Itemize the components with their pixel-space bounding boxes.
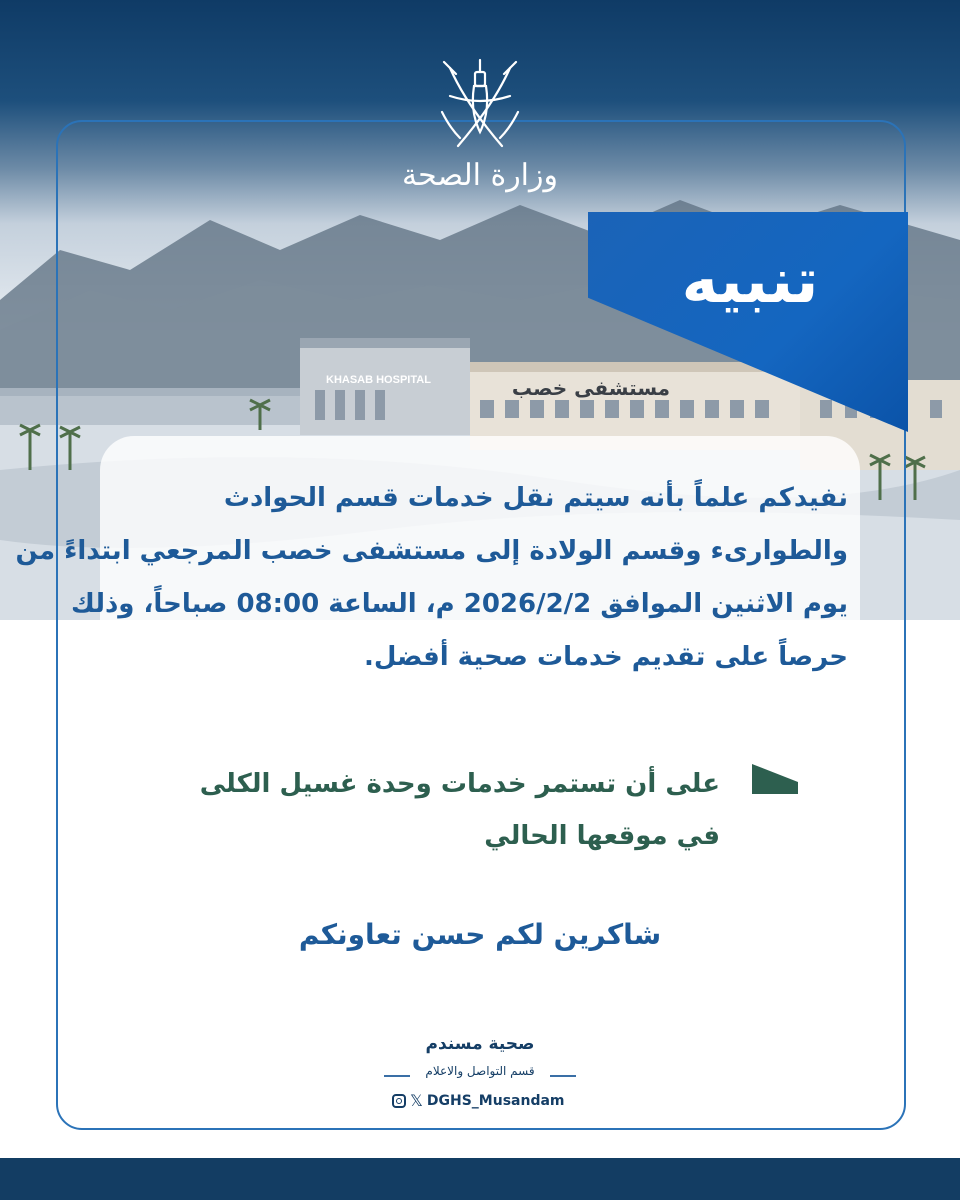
x-twitter-icon: 𝕏: [410, 1091, 423, 1110]
alert-title: تنبيه: [681, 244, 819, 317]
instagram-icon: [392, 1094, 406, 1108]
signature-department: قسم التواصل والاعلام: [425, 1064, 535, 1078]
thanks-text: شاكرين لكم حسن تعاونكم: [298, 918, 662, 951]
social-handle-text: DGHS_Musandam: [426, 1093, 565, 1109]
notice-line: والطوارىء وقسم الولادة إلى مستشفى خصب المرجعي ابتداءً من: [15, 536, 848, 566]
bullet-marker-icon: [750, 760, 800, 796]
note-text: [200, 758, 720, 862]
hospital-sign-ar: مستشفى خصب: [511, 376, 671, 400]
notice-line: نفيدكم علماً بأنه سيتم نقل خدمات قسم الحوادث: [223, 483, 848, 513]
notice-text: [15, 472, 848, 684]
notice-line: حرصاً على تقديم خدمات صحية أفضل.: [363, 642, 848, 672]
notice-line: يوم الاثنين الموافق 2026/2/2 م، الساعة 08:00 صباحاً، وذلك: [70, 589, 848, 619]
note-line: على أن تستمر خدمات وحدة غسيل الكلى: [199, 769, 720, 799]
footer-band: [0, 1158, 960, 1200]
hospital-sign-en: KHASAB HOSPITAL: [326, 374, 431, 386]
note-line: في موقعها الحالي: [484, 821, 720, 851]
divider: [384, 1075, 410, 1077]
signature-title: صحية مسندم: [425, 1034, 535, 1054]
social-handle: [392, 1090, 565, 1112]
ministry-name: وزارة الصحة: [402, 158, 558, 193]
oman-emblem-icon: [436, 54, 524, 154]
divider: [550, 1075, 576, 1077]
